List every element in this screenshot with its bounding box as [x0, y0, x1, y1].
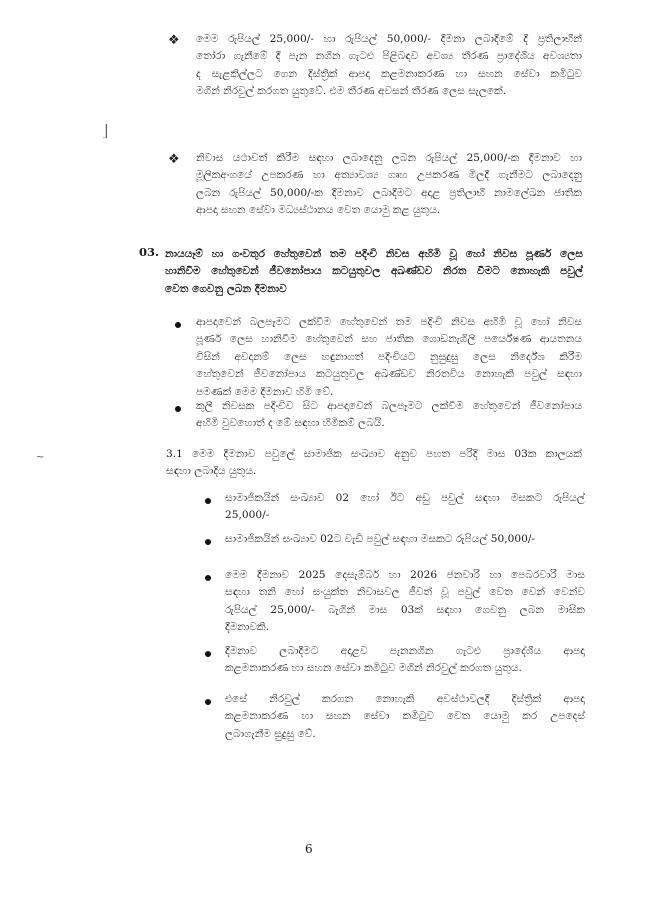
text-line: සඳහා ලබාදිය යුතුය. — [166, 465, 257, 478]
item-2-text — [225, 531, 585, 548]
text-line: දීමනාවකි. — [225, 621, 269, 634]
diamond-bullet-2: ❖ — [168, 152, 180, 167]
scan-mark-mid: ~ — [36, 452, 45, 463]
text-line: රුපියල් 25,000/- බැගින් මාස 03ක් සඳහා ගෙවනු ලබන මාසික — [225, 603, 585, 616]
text-line: පමණක් මෙම දීමනාව හිමි වේ. — [196, 385, 334, 398]
round-bullet-item-4 — [205, 651, 211, 657]
text-line: සාමාජිකයින් සංඛ්‍යාව 02ට වැඩි පවුල් සඳහා මසකට රුපියල් 50,000/- — [225, 533, 536, 545]
item-3-text — [225, 567, 585, 637]
text-line: විසින් අවදානම් ලෙස හඳුනාගත් පදිංචියට නුසුදුසු ලෙස නිර්දේශ කිරීම — [196, 350, 582, 363]
text-line: සාමාජිකයින් සංඛ්‍යාව 02 හෝ ඊට අඩු පවුල් සඳහා මසකට රුපියල් — [225, 492, 585, 504]
text-line: සඳහා තනි හෝ සංයුක්ත නිවාසවල ජීවත් වූ පවුල් වෙත වෙන් වෙන්ව — [225, 586, 585, 599]
text-line: ආපදාවෙන් බලපෑමට ලක්වීම හේතුවෙන් තම පදිංචි නිවස අහිමි වූ හෝ නිවස — [196, 316, 582, 328]
text-line: මෙම රුපියල් 25,000/- හා රුපියල් 50,000/- දීමනා ලබාදීමේ දී ප්‍රතිලාභීන් — [196, 33, 582, 45]
text-line: කළමනාකරණ හා සහන සේවා කමිටුව වෙත යොමු කර උපදෙස් — [225, 710, 585, 723]
item-5-text — [225, 691, 585, 743]
text-line: කළමනාකරණ හා සහන සේවා කමිටුව මගින් නිරවුල් කරගත යුතුය. — [225, 662, 522, 675]
round-bullet-item-2 — [205, 539, 211, 545]
text-line: ලබන රුපියල් 50,000/-ක දීමනාව ලබාදීමට අදාළ ප්‍රතිලාභී නාමලේඛන ජාතික — [196, 186, 582, 199]
text-line: ද සැළකිල්ලට ගෙන දිස්ත්‍රික් ආපදා කළමනාකරණ හා සහන සේවා කමිටුව — [196, 67, 582, 80]
text-line: වෙත ගෙවනු ලබන දීමනාව — [165, 282, 287, 295]
paragraph-2 — [196, 150, 582, 220]
scan-mark-left: ׅ| — [104, 123, 109, 139]
diamond-bullet-1: ❖ — [168, 33, 180, 48]
text-line: තෝරා ගැනීමේ දී පැන නගින ගැටළු පිළිබඳව අවශ්‍ය තීරණ ප්‍රාදේශීය අවශ්‍යතා — [196, 50, 582, 63]
round-bullet-2 — [175, 406, 181, 412]
subsection-3-1 — [166, 446, 582, 481]
section-heading — [165, 246, 583, 298]
item-4-text — [225, 643, 585, 678]
round-bullet-1 — [175, 322, 181, 328]
text-line: අහිමි වුවහොත් ද මේ සඳහා හිමිකම් ලබයි. — [196, 417, 385, 430]
bullet-2-text — [196, 398, 582, 433]
text-line: ලබාගැනීම සුදුසු වේ. — [225, 727, 316, 740]
text-line: 25,000/- — [225, 509, 270, 522]
round-bullet-item-5 — [205, 699, 211, 705]
item-1-text — [225, 490, 585, 525]
round-bullet-item-3 — [205, 575, 211, 581]
section-number: 03. — [139, 245, 160, 259]
text-line: හේතුවෙන් ජීවනෝපාය කටයුතුවල අඛණ්ඩව නිරතවිය නොහැකි පවුල් සඳහා — [196, 368, 582, 381]
text-line: මෙම දීමනාව 2025 දෙසැම්බර් හා 2026 ජනවාරි හා පෙබරවාරි මාස — [225, 569, 585, 581]
paragraph-1 — [196, 31, 582, 101]
text-line: දීමනාව ලබාදීමට අදාළව පැනනගින ගැටළු ප්‍රාදේශීය ආපදා — [225, 645, 585, 657]
text-line: ආපදා සහන සේවා මධ්‍යස්ථානය වෙත යොමු කළ යුතුය. — [196, 204, 441, 217]
text-line: 3.1 මෙම දීමනාව පවුලේ සාමාජික සංඛ්‍යාව අනුව පහත පරිදි මාස 03ක කාලයක් — [166, 448, 582, 460]
text-line: නිවාස යථාවත් කිරීම සඳහා ලබාදෙනු ලබන රුපියල් 25,000/-ක දීමනාව හා — [196, 152, 582, 164]
text-line: පූර්ණ ලෙස හානිවීම හේතුවෙන් සහ ජාතික ගොඩනැගිලි පර්යේෂණ ආයතනය — [196, 333, 582, 346]
text-line: හානිවීම හේතුවෙන් ජීවනෝපාය කටයුතුවල අඛණ්ඩව නිරත වීමට නොහැකි පවුල් — [165, 265, 583, 278]
round-bullet-item-1 — [205, 498, 211, 504]
bullet-1-text — [196, 314, 582, 401]
text-line: මූලිකඅංගයේ උපකරණ හා අත්‍යාවශ්‍ය ගෘහ උපකරණ මිලදී ගැනීමට ලබාදෙනු — [196, 169, 582, 182]
page-number: 6 — [305, 842, 313, 856]
text-line: කුලී නිවසක පදිංචිව සිට ආපදාවෙන් බලපෑමට ලක්වීම හේතුවෙන් ජීවනෝපාය — [196, 400, 582, 412]
text-line: නායයෑම් හා ගංවතුර හේතුවෙන් තම පදිංචි නිවස අහිමි වූ හෝ නිවස පූර්ණ ලෙස — [165, 248, 583, 260]
text-line: මගින් නිරවුල් කරගත යුතුවේ. එම තීරණ අවසන් තීරණ ලෙස සැලකේ. — [196, 85, 507, 98]
text-line: එසේ නිරවුල් කරගත නොහැකි අවස්ථාවලදී දිස්ත්‍රික් ආපදා — [225, 693, 585, 705]
